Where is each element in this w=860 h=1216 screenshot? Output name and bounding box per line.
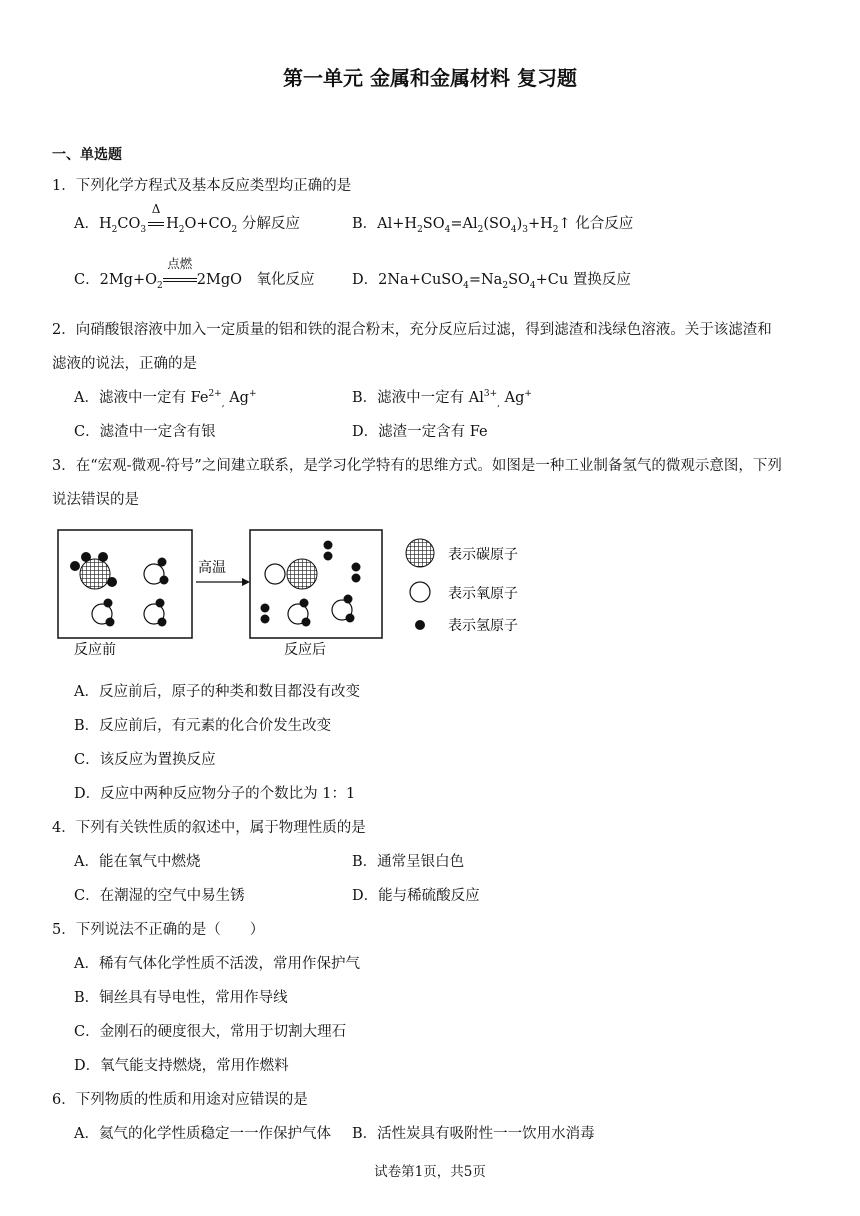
question-2-stem-line1: 2．向硝酸银溶液中加入一定质量的铝和铁的混合粉末，充分反应后过滤，得到滤渣和浅绿色溶液。关于该滤渣和 xyxy=(52,322,772,338)
oxygen-legend-icon xyxy=(410,582,430,602)
question-3-option-d: D．反应中两种反应物分子的个数比为 1：1 xyxy=(74,786,356,802)
legend-hydrogen: 表示氢原子 xyxy=(448,618,518,634)
question-5-stem: 5．下列说法不正确的是（ ） xyxy=(52,922,265,938)
question-2-stem-line2: 滤液的说法，正确的是 xyxy=(52,356,197,372)
section-heading: 一、单选题 xyxy=(52,147,122,163)
question-5-option-c: C．金刚石的硬度很大，常用于切割大理石 xyxy=(74,1024,347,1040)
reaction-diagram xyxy=(50,522,550,662)
legend-carbon: 表示碳原子 xyxy=(448,547,518,563)
question-1-stem: 1．下列化学方程式及基本反应类型均正确的是 xyxy=(52,178,352,194)
question-6-option-a: A．氦气的化学性质稳定一一作保护气体 xyxy=(74,1126,331,1142)
question-3-stem-line2: 说法错误的是 xyxy=(52,492,139,508)
question-2-option-b: B．滤液中一定有 $Al^{3+}_,$ Ag+ xyxy=(352,389,532,409)
carbon-legend-icon xyxy=(406,539,434,567)
before-box xyxy=(58,530,192,638)
after-label: 反应后 xyxy=(284,642,326,658)
question-5-option-d: D．氧气能支持燃烧，常用作燃料 xyxy=(74,1058,289,1074)
page-title: 第一单元 金属和金属材料 复习题 xyxy=(283,66,577,90)
question-4-option-a: A．能在氧气中燃烧 xyxy=(74,854,201,870)
question-5-option-b: B．铜丝具有导电性，常用作导线 xyxy=(74,990,288,1006)
question-2-option-d: D．滤渣一定含有 Fe xyxy=(352,424,488,440)
question-3-stem-line1: 3．在“宏观-微观-符号”之间建立联系，是学习化学特有的思维方式。如图是一种工业制备氢气的微观示意图，下列 xyxy=(52,458,782,474)
question-1-option-d: D．$2Na+CuSO_4=Na_2SO_4+Cu$ 置换反应 xyxy=(352,272,631,291)
question-2-option-a: A．滤液中一定有 $Fe^{2+}_,$ Ag+ xyxy=(74,389,257,409)
question-1-option-c: C．$2Mg+O_2$ 点燃 2MgO 氧化反应 xyxy=(74,256,315,291)
legend-oxygen: 表示氧原子 xyxy=(448,586,518,602)
hydrogen-legend-icon xyxy=(415,620,425,630)
question-3-option-c: C．该反应为置换反应 xyxy=(74,752,216,768)
question-3-option-a: A．反应前后，原子的种类和数目都没有改变 xyxy=(74,684,360,700)
question-1-option-b: B．$Al+H_2SO_4=Al_2(SO_4)_3+H_2↑$ 化合反应 xyxy=(352,216,634,235)
question-2-option-c: C．滤渣中一定含有银 xyxy=(74,424,216,440)
question-1-option-a: A．$H_2CO_3$ Δ $H_2O+CO_2$ 分解反应 xyxy=(74,202,300,235)
question-4-option-c: C．在潮湿的空气中易生锈 xyxy=(74,888,245,904)
question-6-option-b: B．活性炭具有吸附性一一饮用水消毒 xyxy=(352,1126,595,1142)
question-4-option-b: B．通常呈银白色 xyxy=(352,854,465,870)
after-box xyxy=(250,530,382,638)
page-footer: 试卷第1页，共5页 xyxy=(374,1164,486,1180)
arrow-label: 高温 xyxy=(198,560,226,576)
question-5-option-a: A．稀有气体化学性质不活泼，常用作保护气 xyxy=(74,956,360,972)
before-label: 反应前 xyxy=(74,642,116,658)
question-4-stem: 4．下列有关铁性质的叙述中，属于物理性质的是 xyxy=(52,820,366,836)
question-3-option-b: B．反应前后，有元素的化合价发生改变 xyxy=(74,718,332,734)
question-4-option-d: D．能与稀硫酸反应 xyxy=(352,888,480,904)
question-6-stem: 6．下列物质的性质和用途对应错误的是 xyxy=(52,1092,308,1108)
